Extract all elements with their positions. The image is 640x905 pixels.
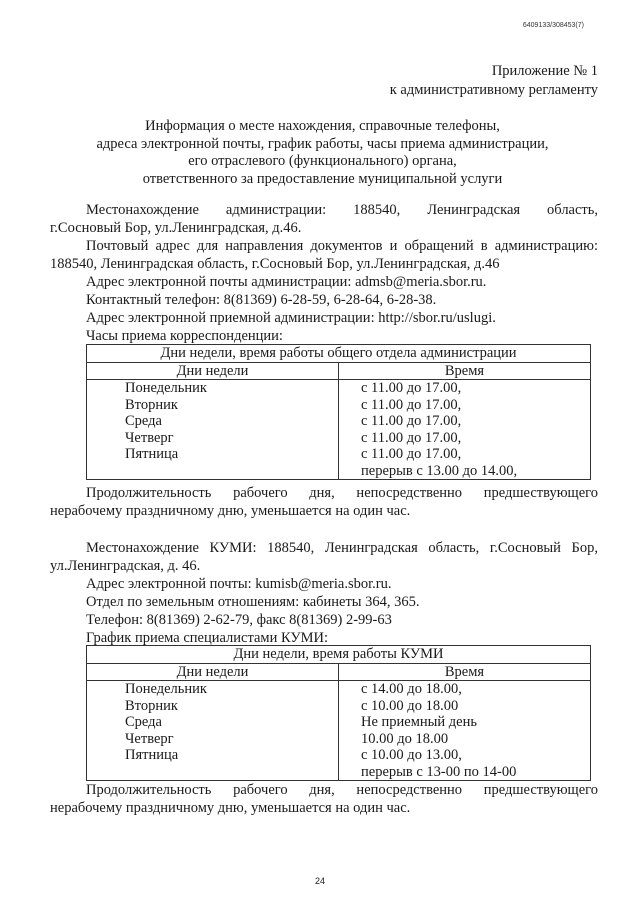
time-value: с 11.00 до 17.00, (361, 380, 462, 396)
column-header-time: Время (339, 663, 591, 681)
days-cell (87, 681, 339, 781)
time-value: с 11.00 до 17.00, (361, 446, 462, 462)
document-title (50, 118, 595, 188)
appendix-number: Приложение № 1 (491, 63, 598, 79)
day-label: Понедельник (125, 380, 207, 396)
admin-postal-line2: 188540, Ленинградская область, г.Сосновый Бор, ул.Ленинградская, д.46 (50, 256, 500, 272)
day-label: Пятница (125, 747, 179, 763)
admin-schedule-table (86, 344, 591, 480)
admin-note-line2: нерабочему праздничному дню, уменьшается на один час. (50, 503, 411, 519)
kumi-note-line1: Продолжительность рабочего дня, непосредственно предшествующего (86, 782, 598, 798)
kumi-note-line2: нерабочему праздничному дню, уменьшается на один час. (50, 800, 411, 816)
days-cell (87, 380, 339, 480)
admin-web: Адрес электронной приемной администрации: http://sbor.ru/uslugi. (86, 310, 496, 326)
kumi-schedule-label: График приема специалистами КУМИ: (86, 630, 329, 646)
admin-location-line1: Местонахождение администрации: 188540, Ленинградская область, (86, 202, 598, 218)
kumi-land-department: Отдел по земельным отношениям: кабинеты 364, 365. (86, 594, 420, 610)
title-line: ответственного за предоставление муниципальной услуги (142, 170, 503, 187)
time-value: с 10.00 до 18.00 (361, 697, 459, 714)
table-caption: Дни недели, время работы общего отдела администрации (87, 345, 591, 363)
appendix-regulation: к административному регламенту (389, 82, 598, 98)
time-value: с 10.00 до 13.00, (361, 747, 462, 763)
day-label: Пятница (125, 446, 179, 462)
time-value: с 11.00 до 17.00, (361, 429, 462, 446)
kumi-location-line2: ул.Ленинградская, д. 46. (50, 558, 201, 574)
title-line: его отраслевого (функционального) органа, (188, 153, 457, 169)
day-label: Четверг (125, 730, 174, 747)
day-label: Среда (125, 714, 162, 730)
time-value: перерыв с 13-00 по 14-00 (361, 763, 517, 780)
kumi-schedule-table (86, 645, 591, 781)
appendix-header (390, 62, 598, 100)
admin-location-line2: г.Сосновый Бор, ул.Ленинградская, д.46. (50, 220, 302, 236)
time-value: 10.00 до 18.00 (361, 730, 449, 747)
document-code: 6409133/308453(7) (522, 22, 584, 29)
day-label: Понедельник (125, 681, 207, 697)
admin-email: Адрес электронной почты администрации: admsb@meria.sbor.ru. (86, 274, 487, 290)
time-value: с 11.00 до 17.00, (361, 413, 462, 429)
times-cell (339, 681, 591, 781)
time-value: с 11.00 до 17.00, (361, 396, 462, 413)
admin-postal-line1: Почтовый адрес для направления документов и обращений в администрацию: (86, 238, 598, 254)
kumi-phone: Телефон: 8(81369) 2-62-79, факс 8(81369) 2-99-63 (86, 612, 392, 628)
time-value: Не приемный день (361, 714, 477, 730)
title-line: Информация о месте нахождения, справочные телефоны, (145, 118, 500, 134)
column-header-time: Время (339, 362, 591, 380)
day-label: Вторник (125, 396, 178, 413)
times-cell (339, 380, 591, 480)
day-label: Вторник (125, 697, 178, 714)
admin-phone: Контактный телефон: 8(81369) 6-28-59, 6-28-64, 6-28-38. (86, 292, 437, 308)
time-value: перерыв с 13.00 до 14.00, (361, 462, 518, 479)
day-label: Среда (125, 413, 162, 429)
table-caption: Дни недели, время работы КУМИ (87, 646, 591, 664)
column-header-days: Дни недели (87, 362, 339, 380)
time-value: с 14.00 до 18.00, (361, 681, 462, 697)
kumi-email: Адрес электронной почты: kumisb@meria.sbor.ru. (86, 576, 392, 592)
title-line: адреса электронной почты, график работы, часы приема администрации, (96, 135, 549, 152)
day-label: Четверг (125, 429, 174, 446)
kumi-location-line1: Местонахождение КУМИ: 188540, Ленинградская область, г.Сосновый Бор, (86, 540, 598, 556)
admin-hours-label: Часы приема корреспонденции: (86, 328, 283, 344)
admin-note-line1: Продолжительность рабочего дня, непосредственно предшествующего (86, 485, 598, 501)
column-header-days: Дни недели (87, 663, 339, 681)
page-number: 24 (314, 876, 325, 886)
